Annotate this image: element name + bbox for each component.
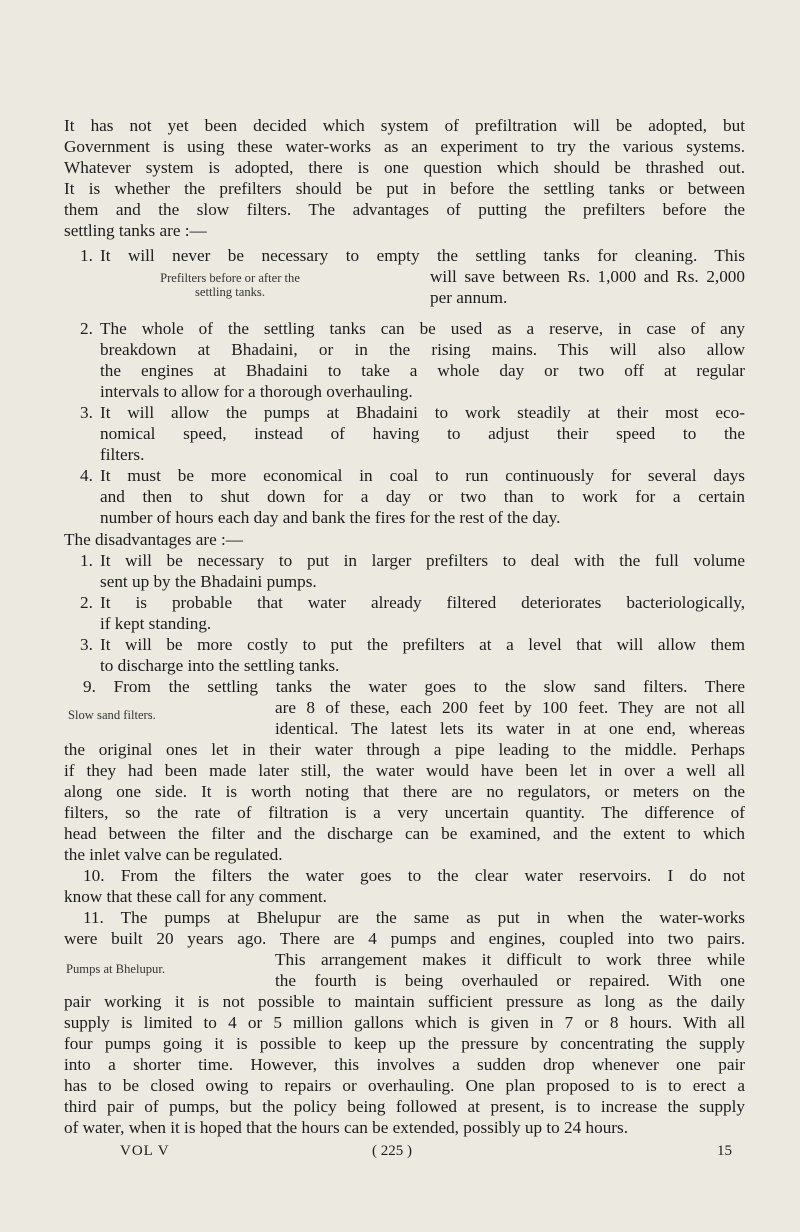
paragraph-11-line: the fourth is being overhauled or repaired. With one xyxy=(275,971,745,990)
item-number: 3. xyxy=(80,403,93,422)
sidenote-pumps-at-bhelupur: Pumps at Bhelupur. xyxy=(66,962,166,976)
signature-mark: 15 xyxy=(717,1143,732,1159)
paragraph-9-line: the inlet valve can be regulated. xyxy=(64,845,283,864)
advantage-line: It must be more economical in coal to run continuously for several days xyxy=(100,466,745,485)
disadvantage-line: It is probable that water already filtered deteriorates bacteriologically, xyxy=(100,593,745,612)
paragraph-11-line: were built 20 years ago. There are 4 pumps and engines, coupled into two pairs. xyxy=(64,929,745,948)
advantage-line: breakdown at Bhadaini, or in the rising mains. This will also allow xyxy=(100,340,745,359)
item-number: 4. xyxy=(80,466,93,485)
paragraph-9-line: filters, so the rate of filtration is a very uncertain quantity. The difference of xyxy=(64,803,745,822)
sidenote-slow-sand-filters: Slow sand filters. xyxy=(68,708,156,722)
paragraph-11-line: third pair of pumps, but the policy being followed at present, is to increase the supply xyxy=(64,1097,745,1116)
paragraph-10-line: know that these call for any comment. xyxy=(64,887,327,906)
sidenote-line: Prefilters before or after the xyxy=(160,271,300,285)
advantage-line: per annum. xyxy=(430,288,508,307)
item-number: 2. xyxy=(80,593,93,612)
advantage-line: will save between Rs. 1,000 and Rs. 2,000 xyxy=(430,267,745,286)
item-number: 1. xyxy=(80,551,93,570)
paragraph-9-line: if they had been made later still, the water would have been let in over a well all xyxy=(64,761,745,780)
paragraph-11-line: four pumps going it is possible to keep up the pressure by concentrating the supply xyxy=(64,1034,745,1053)
item-number: 1. xyxy=(80,246,93,265)
item-number: 2. xyxy=(80,319,93,338)
paragraph-9-line: the original ones let in their water through a pipe leading to the middle. Perhaps xyxy=(64,740,745,759)
intro-line: Government is using these water-works as an experiment to try the various systems. xyxy=(64,137,745,156)
intro-line: It is whether the prefilters should be put in before the settling tanks or between xyxy=(64,179,745,198)
paragraph-9-line: 9. From the settling tanks the water goes to the slow sand filters. There xyxy=(83,677,745,696)
page-number: ( 225 ) xyxy=(372,1143,412,1159)
disadvantage-line: sent up by the Bhadaini pumps. xyxy=(100,572,317,591)
paragraph-10-line: 10. From the filters the water goes to the clear water reservoirs. I do not xyxy=(83,866,745,885)
advantage-line: filters. xyxy=(100,445,145,464)
paragraph-11-line: has to be closed owing to repairs or overhauling. One plan proposed to is to erect a xyxy=(64,1076,745,1095)
volume-label: VOL V xyxy=(120,1143,170,1159)
paragraph-9-line: head between the filter and the discharge can be examined, and the extent to which xyxy=(64,824,745,843)
disadvantage-line: It will be necessary to put in larger prefilters to deal with the full volume xyxy=(100,551,745,570)
intro-line: Whatever system is adopted, there is one question which should be thrashed out. xyxy=(64,158,745,177)
advantage-line: It will never be necessary to empty the settling tanks for cleaning. This xyxy=(100,246,745,265)
paragraph-11-line: This arrangement makes it difficult to work three while xyxy=(275,950,745,969)
disadvantages-heading: The disadvantages are :— xyxy=(64,530,243,549)
advantage-line: and then to shut down for a day or two than to work for a certain xyxy=(100,487,745,506)
disadvantage-line: It will be more costly to put the prefilters at a level that will allow them xyxy=(100,635,745,654)
advantage-line: The whole of the settling tanks can be used as a reserve, in case of any xyxy=(100,319,745,338)
disadvantage-line: if kept standing. xyxy=(100,614,212,633)
disadvantage-line: to discharge into the settling tanks. xyxy=(100,656,340,675)
advantage-line: nomical speed, instead of having to adjust their speed to the xyxy=(100,424,745,443)
intro-line: It has not yet been decided which system of prefiltration will be adopted, but xyxy=(64,116,745,135)
advantage-line: It will allow the pumps at Bhadaini to work steadily at their most eco- xyxy=(100,403,745,422)
item-number: 3. xyxy=(80,635,93,654)
paragraph-9-line: identical. The latest lets its water in at one end, whereas xyxy=(275,719,745,738)
paragraph-11-line: 11. The pumps at Bhelupur are the same as put in when the water-works xyxy=(83,908,745,927)
paragraph-9-line: along one side. It is worth noting that there are no regulators, or meters on the xyxy=(64,782,745,801)
paragraph-11-line: pair working it is not possible to maintain sufficient pressure as long as the daily xyxy=(64,992,745,1011)
paragraph-11-line: supply is limited to 4 or 5 million gallons which is given in 7 or 8 hours. With all xyxy=(64,1013,745,1032)
paragraph-9-line: are 8 of these, each 200 feet by 100 feet. They are not all xyxy=(275,698,745,717)
advantage-line: intervals to allow for a thorough overhauling. xyxy=(100,382,413,401)
advantage-line: number of hours each day and bank the fires for the rest of the day. xyxy=(100,508,561,527)
sidenote-line: settling tanks. xyxy=(195,285,265,299)
paragraph-11-line: of water, when it is hoped that the hours can be extended, possibly up to 24 hours. xyxy=(64,1118,628,1137)
intro-line: them and the slow filters. The advantages of putting the prefilters before the xyxy=(64,200,745,219)
sidenote-prefilters xyxy=(140,271,320,299)
intro-line: settling tanks are :— xyxy=(64,221,207,240)
advantage-line: the engines at Bhadaini to take a whole day or two off at regular xyxy=(100,361,745,380)
paragraph-11-line: into a shorter time. However, this involves a sudden drop whenever one pair xyxy=(64,1055,745,1074)
